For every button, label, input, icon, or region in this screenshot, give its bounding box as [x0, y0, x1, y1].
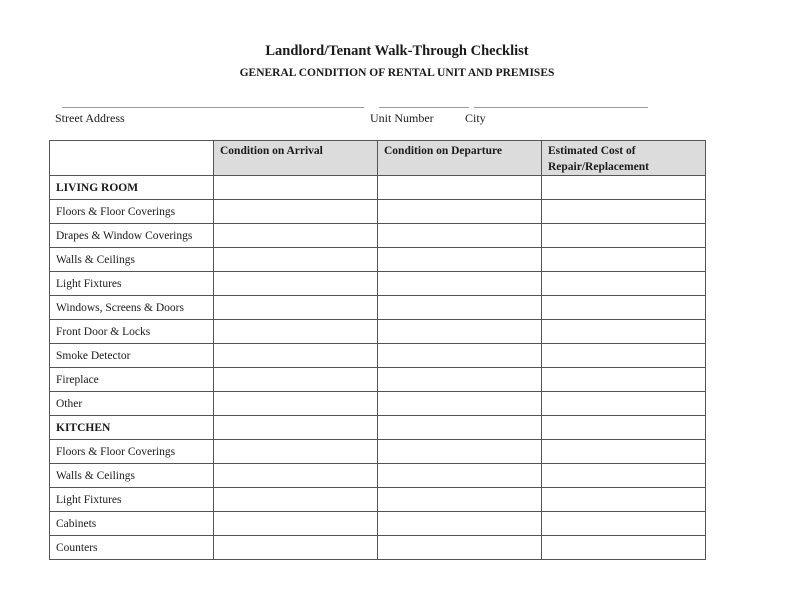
- estimated-cost-cell[interactable]: [542, 296, 706, 320]
- condition-arrival-cell[interactable]: [214, 368, 378, 392]
- condition-arrival-cell[interactable]: [214, 512, 378, 536]
- table-row: [50, 488, 706, 512]
- item-label: Walls & Ceilings: [50, 248, 214, 272]
- condition-departure-cell[interactable]: [378, 440, 542, 464]
- table-header-row: [50, 141, 706, 176]
- table-row: [50, 224, 706, 248]
- condition-departure-cell[interactable]: [378, 296, 542, 320]
- condition-departure-cell[interactable]: [378, 368, 542, 392]
- condition-departure-cell[interactable]: [378, 176, 542, 200]
- estimated-cost-cell[interactable]: [542, 200, 706, 224]
- table-row: [50, 392, 706, 416]
- header-condition-departure: Condition on Departure: [378, 141, 542, 176]
- table-row: [50, 368, 706, 392]
- condition-departure-cell[interactable]: [378, 320, 542, 344]
- section-row: [50, 416, 706, 440]
- item-label: Floors & Floor Coverings: [50, 200, 214, 224]
- condition-departure-cell[interactable]: [378, 224, 542, 248]
- condition-departure-cell[interactable]: [378, 272, 542, 296]
- street-address-field[interactable]: [62, 107, 364, 108]
- estimated-cost-cell[interactable]: [542, 272, 706, 296]
- estimated-cost-cell[interactable]: [542, 488, 706, 512]
- table-row: [50, 440, 706, 464]
- condition-arrival-cell[interactable]: [214, 248, 378, 272]
- estimated-cost-cell[interactable]: [542, 224, 706, 248]
- condition-arrival-cell[interactable]: [214, 296, 378, 320]
- estimated-cost-cell[interactable]: [542, 512, 706, 536]
- condition-arrival-cell[interactable]: [214, 224, 378, 248]
- table-row: [50, 512, 706, 536]
- condition-departure-cell[interactable]: [378, 416, 542, 440]
- city-label: City: [465, 111, 486, 125]
- section-label: KITCHEN: [50, 416, 214, 440]
- condition-arrival-cell[interactable]: [214, 200, 378, 224]
- condition-arrival-cell[interactable]: [214, 416, 378, 440]
- item-label: Drapes & Window Coverings: [50, 224, 214, 248]
- estimated-cost-cell[interactable]: [542, 344, 706, 368]
- condition-departure-cell[interactable]: [378, 488, 542, 512]
- estimated-cost-cell[interactable]: [542, 416, 706, 440]
- unit-number-field[interactable]: [379, 107, 469, 108]
- estimated-cost-cell[interactable]: [542, 536, 706, 560]
- condition-departure-cell[interactable]: [378, 344, 542, 368]
- condition-arrival-cell[interactable]: [214, 344, 378, 368]
- table-row: [50, 320, 706, 344]
- condition-departure-cell[interactable]: [378, 392, 542, 416]
- item-label: Floors & Floor Coverings: [50, 440, 214, 464]
- item-label: Light Fixtures: [50, 272, 214, 296]
- estimated-cost-cell[interactable]: [542, 440, 706, 464]
- estimated-cost-cell[interactable]: [542, 248, 706, 272]
- estimated-cost-cell[interactable]: [542, 392, 706, 416]
- page-title: Landlord/Tenant Walk-Through Checklist: [265, 43, 529, 59]
- item-label: Light Fixtures: [50, 488, 214, 512]
- condition-arrival-cell[interactable]: [214, 440, 378, 464]
- estimated-cost-cell[interactable]: [542, 464, 706, 488]
- table-body: [50, 176, 706, 560]
- table-row: [50, 344, 706, 368]
- item-label: Walls & Ceilings: [50, 464, 214, 488]
- condition-arrival-cell[interactable]: [214, 272, 378, 296]
- condition-arrival-cell[interactable]: [214, 176, 378, 200]
- section-label: LIVING ROOM: [50, 176, 214, 200]
- street-address-label: Street Address: [55, 111, 125, 125]
- condition-departure-cell[interactable]: [378, 248, 542, 272]
- table-row: [50, 536, 706, 560]
- estimated-cost-cell[interactable]: [542, 320, 706, 344]
- page-subtitle: GENERAL CONDITION OF RENTAL UNIT AND PREMISES: [239, 67, 555, 79]
- unit-number-label: Unit Number: [370, 111, 434, 125]
- condition-arrival-cell[interactable]: [214, 464, 378, 488]
- walkthrough-table: [49, 140, 706, 560]
- section-row: [50, 176, 706, 200]
- condition-departure-cell[interactable]: [378, 536, 542, 560]
- header-condition-arrival: Condition on Arrival: [214, 141, 378, 176]
- table-row: [50, 464, 706, 488]
- estimated-cost-cell[interactable]: [542, 176, 706, 200]
- item-label: Smoke Detector: [50, 344, 214, 368]
- condition-arrival-cell[interactable]: [214, 320, 378, 344]
- table-row: [50, 296, 706, 320]
- item-label: Fireplace: [50, 368, 214, 392]
- header-estimated-cost: Estimated Cost of Repair/Replacement: [542, 141, 706, 176]
- item-label: Cabinets: [50, 512, 214, 536]
- item-label: Windows, Screens & Doors: [50, 296, 214, 320]
- header-item-column: [50, 141, 214, 176]
- condition-arrival-cell[interactable]: [214, 488, 378, 512]
- item-label: Other: [50, 392, 214, 416]
- table-row: [50, 272, 706, 296]
- item-label: Counters: [50, 536, 214, 560]
- condition-arrival-cell[interactable]: [214, 392, 378, 416]
- city-field[interactable]: [474, 107, 648, 108]
- condition-departure-cell[interactable]: [378, 512, 542, 536]
- condition-arrival-cell[interactable]: [214, 536, 378, 560]
- condition-departure-cell[interactable]: [378, 200, 542, 224]
- item-label: Front Door & Locks: [50, 320, 214, 344]
- table-row: [50, 200, 706, 224]
- table-row: [50, 248, 706, 272]
- estimated-cost-cell[interactable]: [542, 368, 706, 392]
- condition-departure-cell[interactable]: [378, 464, 542, 488]
